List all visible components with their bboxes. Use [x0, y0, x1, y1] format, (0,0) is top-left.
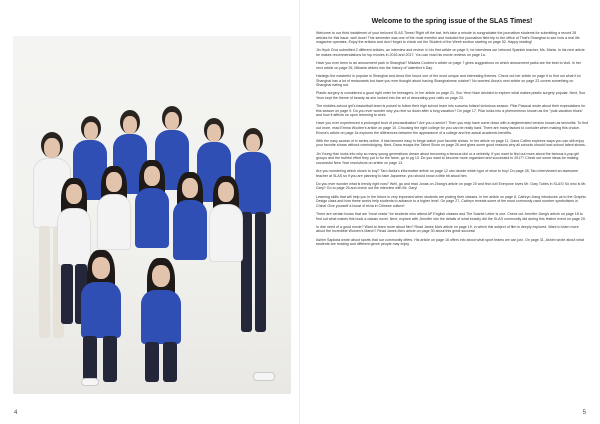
- paragraph: The middles-school girl's basketball team is poised to follow their high school team into success fulland victorious season. Pilar Pascual wrote about their expectations for this season on page 9. Do you ever wonder why you feel so down after a long vacation? On page 17, Pilar looks into a phenomenon known as the "post-vacation blues" and how it affects us upon returning to work.: [316, 104, 586, 118]
- paragraph: With the easy access of tv series online, it has become easy to binge watch your favorite shows. In her article on page 11, Dana Collins explores ways you can still enjoy your favorite shows without overindulging. Next, Dana recaps the Talent Show on page 26 and gives some good reasons why all schools should host school talent shows.: [316, 138, 586, 148]
- right-page: [300, 0, 600, 424]
- paragraph: Welcome to our third installment of your beloved SLAS Times! Right off the bat, let's take a minute to congratulate the journalism students for submitting a record 28 articles for this issue, well done! This semester was one of the most eventful and included the journalism field trip to the office of That's Shanghai to see how a real life magazine operates. Enjoy the articles and don't forget to check out the Student of the Week section starting on page 52. Happy reading!: [316, 31, 580, 45]
- paragraph: Jin Young Han looks into why so many young generations dream about becoming a famous idol or a celebrity. If you want to find out more about the famous k-pop girl groups and the truthful effort they put in for the fame, go to pg 13. Do you want to become more organized and successful in 2017? Check out some ideas for making successful New Year resolutions on article on page 13.: [316, 151, 580, 165]
- paragraph: In dire need of a good movie? Want to learn more about film? Read Janes Ma's article on page 19, in which this subject of film is deeply explored. Want to learn more about the Incredible Women's March? Read Janes Ma's article on page 30 about this great success!: [316, 224, 579, 234]
- paragraph: Do you ever wonder what is trendy right now? Well, go and read Jonas on Zhang's article on page 20 and find out! Everyone loves Mr. Gary Tubbs in SLAS! So who is Mr. Gary? Go to page 25 and check out the interview with Mr. Gary!: [316, 181, 587, 191]
- paragraph: Jin Hyuk Choi submitted 2 different articles, an interview and review. In his first article on page 9, he interviews our beloved Spanish teacher, Ms. Marta. In his next article he makes recommendations for top movies in 2016 and 2017. You can read his movie reviews on page 1a.: [316, 48, 585, 57]
- page-number-left: 4: [14, 410, 18, 416]
- paragraph: Plastic surgery is considered a good right order for teenagers. In her article on page 21, Soo Yeon Nam decided to explore what makes plastic surgery popular. Next, Soo Yeon kept the theme of beauty as she looked into the art of decorating your nails on page 23.: [316, 91, 586, 100]
- paragraph: Are you wondering which shoes to buy? Taro Ikeda's informative article on page 12 can decide which type of shoe to buy! On page 28, Taro interviewed an awesome teacher at SLAS so if you are planning to take Japanese, you should know a little bit about him.: [316, 169, 579, 178]
- paragraph: Hanlegu the masterful in popular in Shanghai and Anna Kim found one of the most unique and interesting themes. Check out her article on page 6 to find out what it is! Shanghai has a lot of restaurants but have you ever thought about having Shanghainese cuisine? No worries! Anna's next article on page 22 covers something on Shanghai eating out.: [316, 73, 581, 88]
- paragraph: Have you ever experienced a prolonged bout of procrastination? Are you a senior? Then you may have come down with a deglenerated version known as senioritis. To find out more, read Emma Wooten's article on page 10. Choosing the right college for you can be really hard. There are many factors to consider when making this choice. Emma's article on page 1a explores the differences between the appearance of a college and the actual academic benefits.: [316, 121, 588, 135]
- paragraph: Have you ever been to an amusement park in Shanghai? Mikaela Cordero's article on page 7 gives suggestions on which amusement parks are the best to visit. In her next article on page 26, Mikaela delves into the history of Valentine's Day.: [316, 61, 581, 70]
- paragraph: There are certain books that are "must reads" for students who attend AP English classes and The Scarlet Letter is one. Check out Jennifer Jiang's article on page 18 to find out what makes this book a classic novel. Next, explore with Jennifer into the details of what exactly did the SLAS community did during this festive event on page 29.: [316, 211, 586, 221]
- shoe: [253, 372, 275, 381]
- paragraph: Ashim Sapkota wrote about sports that our community offers. His article on page 16 offers info about what sport teams we can join. On page 31, Ashim wrote about what students are reading and different genre people may enjoy.: [316, 237, 584, 247]
- group-photo: [13, 36, 291, 394]
- article: [316, 18, 588, 250]
- paragraph: Learning skills that will help you in the future is very important when students are picking their classes. In her article on page 8, Cathryn Jiang introduces us to the Graphic Design class and how these works help students to advance to a higher level. On page 27, Cathryn reveals some of the most commonly used number symbolisms in China! Give yourself a boost of trivia in Chinese culture!: [316, 194, 587, 208]
- article-title: Welcome to the spring issue of the SLAS Times!: [371, 18, 533, 25]
- page-number-right: 5: [582, 410, 586, 416]
